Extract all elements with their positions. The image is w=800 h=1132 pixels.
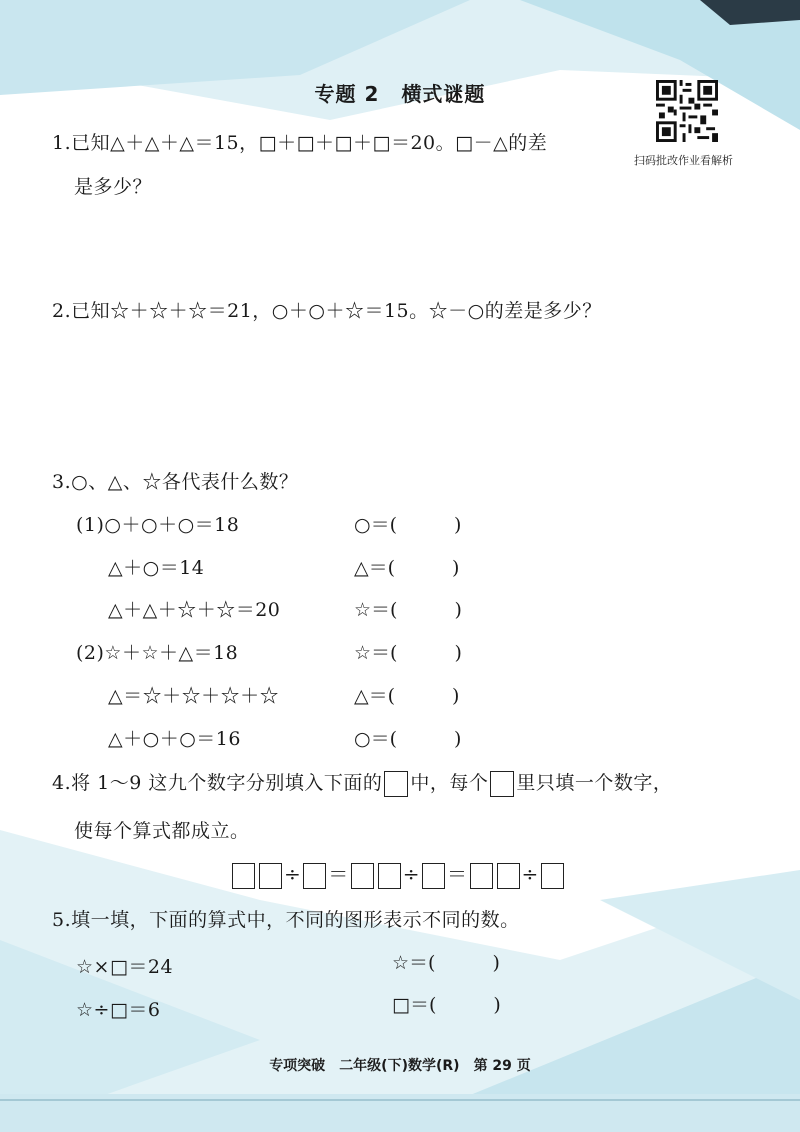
q2-line1: 2.已知☆＋☆＋☆＝21，○＋○＋☆＝15。☆－○的差是多少？ — [52, 300, 602, 322]
page-footer — [0, 1055, 800, 1075]
q3-eq-1: (1)○＋○＋○＝18 — [76, 514, 240, 536]
q1-line1: 1.已知△＋△＋△＝15，□＋□＋□＋□＝20。□－△的差 — [52, 132, 548, 154]
answer-box[interactable] — [232, 863, 255, 889]
answer-box[interactable] — [541, 863, 564, 889]
q4-text-a: 4.将 1～9 这九个数字分别填入下面的 — [52, 772, 383, 794]
q5-answer-2[interactable]: □＝( ) — [392, 994, 501, 1016]
q5-answer-1[interactable]: ☆＝( ) — [392, 952, 500, 974]
q3-answer-5[interactable]: △＝( ) — [354, 685, 460, 707]
q4-text-c: 里只填一个数字， — [516, 772, 673, 794]
equals-sign: ＝ — [328, 862, 349, 886]
inline-box — [384, 771, 408, 797]
q3-eq-2: △＋○＝14 — [108, 557, 205, 579]
answer-box[interactable] — [422, 863, 445, 889]
answer-box[interactable] — [259, 863, 282, 889]
answer-box[interactable] — [303, 863, 326, 889]
answer-box[interactable] — [378, 863, 401, 889]
q3-eq-5: △＝☆＋☆＋☆＋☆ — [108, 685, 280, 707]
q5-eq-1: ☆×□＝24 — [76, 956, 174, 978]
q5-prompt: 5.填一填，下面的算式中，不同的图形表示不同的数。 — [52, 909, 520, 931]
q3-answer-2[interactable]: △＝( ) — [354, 557, 460, 579]
q3-answer-1[interactable]: ○＝( ) — [354, 514, 462, 536]
q3-answer-6[interactable]: ○＝( ) — [354, 728, 462, 750]
answer-box[interactable] — [470, 863, 493, 889]
q3-eq-4: (2)☆＋☆＋△＝18 — [76, 642, 239, 664]
q5-eq-2: ☆÷□＝6 — [76, 999, 161, 1021]
q3-answer-3[interactable]: ☆＝( ) — [354, 599, 462, 621]
topic-number: 专题 2 — [314, 82, 380, 106]
divide-sign: ÷ — [284, 862, 302, 886]
q4-line2: 使每个算式都成立。 — [74, 820, 250, 842]
q3-eq-3: △＋△＋☆＋☆＝20 — [108, 599, 281, 621]
q1-line2: 是多少？ — [74, 176, 153, 198]
q4-line1 — [52, 768, 672, 797]
q4-equation — [230, 858, 566, 889]
footer-series: 专项突破 — [269, 1058, 326, 1074]
q3-eq-6: △＋○＋○＝16 — [108, 728, 241, 750]
q3-prompt: 3.○、△、☆各代表什么数？ — [52, 471, 299, 493]
qr-caption: 扫码批改作业看解析 — [634, 154, 733, 167]
answer-box[interactable] — [351, 863, 374, 889]
q4-text-b: 中，每个 — [410, 772, 489, 794]
qr-code[interactable] — [656, 80, 718, 142]
page-number: 第 29 页 — [473, 1058, 531, 1074]
answer-box[interactable] — [497, 863, 520, 889]
equals-sign: ＝ — [447, 862, 468, 886]
inline-box — [490, 771, 514, 797]
footer-grade: 二年级(下)数学(R) — [339, 1058, 460, 1074]
divide-sign: ÷ — [402, 862, 421, 886]
topic-name: 横式谜题 — [401, 82, 486, 106]
divide-sign: ÷ — [521, 862, 539, 886]
q3-answer-4[interactable]: ☆＝( ) — [354, 642, 462, 664]
